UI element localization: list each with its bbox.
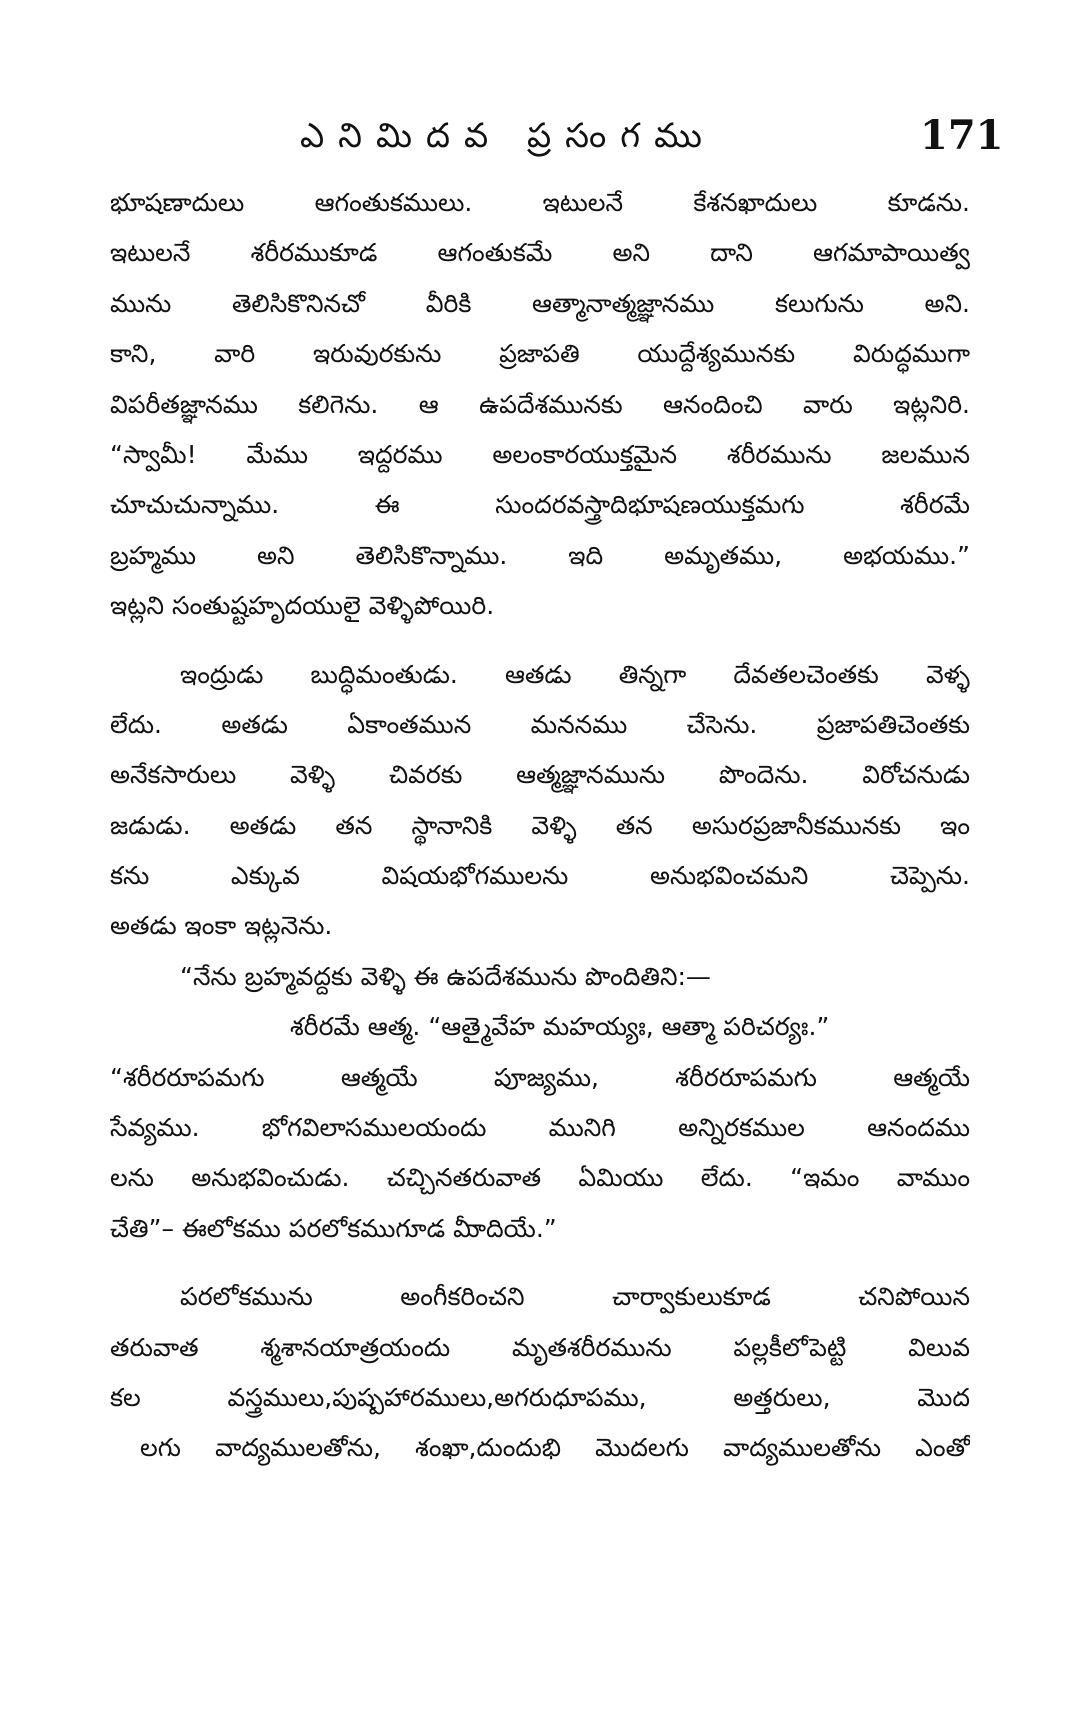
text-line: విపరీతజ్ఞానము కలిగెను. ఆ ఉపదేశమునకు ఆనందించి వారు ఇట్లనిరి. [110,389,970,419]
text-line: జడుడు. అతడు తన స్థానానికి వెళ్ళి తన అసురప్రజానీకమునకు ఇం [110,810,970,840]
text-line: కల వస్త్రములు,పుష్పహారములు,అగరుధూపము, అత్తరులు, మొద [110,1382,970,1412]
page-number: 171 [920,112,1004,159]
text-line: “స్వామీ! మేము ఇద్దరము అలంకారయుక్తమైన శరీరమును జలమున [110,439,970,469]
text-line: అతడు ఇంకా ఇట్లనెను. [110,911,333,941]
text-line: ఇటులనే శరీరముకూడ ఆగంతుకమే అని దాని ఆగమాపాయిత్వ [110,238,970,268]
text-line: చేతి”– ఈలోకము పరలోకముగూడ మీాదియే.” [110,1213,557,1243]
text-line: “నేను బ్రహ్మవద్దకు వెళ్ళి ఈ ఉపదేశమును పొందితిని:— [180,961,711,991]
text-line: తరువాత శ్మశానయాత్రయందు మృతశరీరమును పల్లకీలోపెట్టి విలువ [110,1332,970,1362]
text-line: పరలోకమును అంగీకరించని చార్వాకులుకూడ చనిపోయిన [180,1282,970,1312]
text-line: శరీరమే ఆత్మ. “ఆత్మైవేహ మహయ్యః, ఆత్మా పరిచర్యః.” [290,1012,830,1042]
text-line: లగు వాద్యములతోను, శంఖా,దుందుభి మొదలగు వాద్యములతోను ఎంతో [140,1433,970,1463]
paragraph-gap [110,632,970,650]
text-line: ఇంద్రుడు బుద్ధిమంతుడు. ఆతడు తిన్నగా దేవతలచెంతకు వెళ్ళ [180,659,970,689]
text-line: బ్రహ్మము అని తెలిసికొన్నాము. ఇది అమృతము, అభయము.” [110,540,970,570]
text-line: సేవ్యము. భోగవిలాసములయందు మునిగి అన్నిరకముల ఆనందము [110,1113,970,1143]
running-title: ఎనిమిదవ ప్రసంగము [300,116,716,156]
text-line: లను అనుభవించుడు. చచ్చినతరువాత ఏమియు లేదు. “ఇమం వాముం [110,1163,970,1193]
text-line: లేదు. అతడు ఏకాంతమున మననము చేసెను. ప్రజాపతిచెంతకు [110,709,970,739]
text-line: “శరీరరూపమగు ఆత్మయే పూజ్యము, శరీరరూపమగు ఆత్మయే [110,1062,970,1092]
text-line: మును తెలిసికొనినచో వీరికి ఆత్మానాత్మజ్ఞానము కలుగును అని. [110,288,970,318]
body-text [110,178,970,1474]
text-line: ఇట్లని సంతుష్టహృదయులై వెళ్ళిపోయిరి. [110,591,495,621]
text-line: అనేకసారులు వెళ్ళి చివరకు ఆత్మజ్ఞానమును పొందెను. విరోచనుడు [110,760,970,790]
text-line: కను ఎక్కువ విషయభోగములను అనుభవించమని చెప్పెను. [110,861,970,891]
text-line: భూషణాదులు ఆగంతుకములు. ఇటులనే కేశనఖాదులు కూడను. [110,188,970,217]
text-line: కాని, వారి ఇరువురకును ప్రజాపతి యుద్దేశ్యమునకు విరుద్ధముగా [110,339,970,369]
paragraph-gap [110,1254,970,1272]
text-line: చూచుచున్నాము. ఈ సుందరవస్త్రాదిభూషణయుక్తమగు శరీరమే [110,490,970,520]
page-header [0,108,1077,168]
